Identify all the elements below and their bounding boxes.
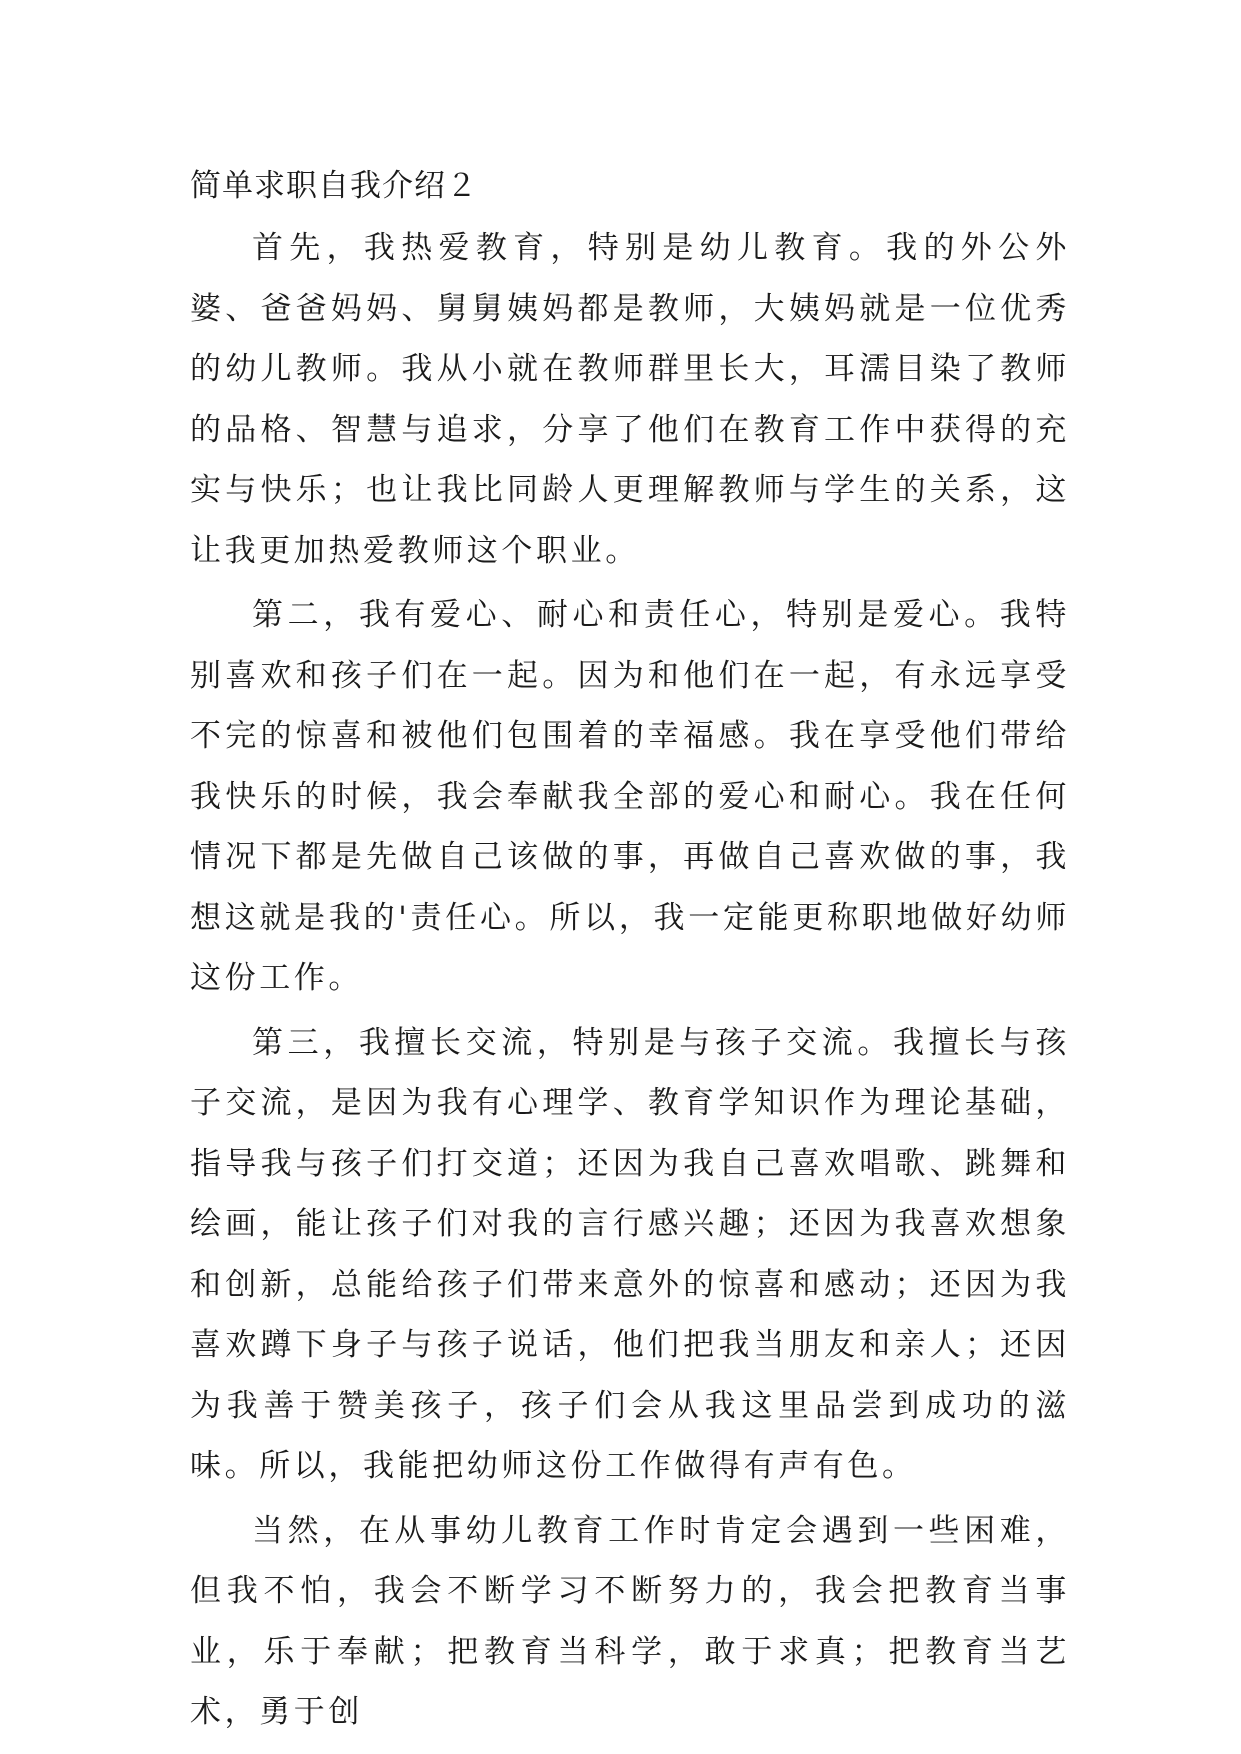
document-title: 简单求职自我介绍２ xyxy=(190,168,478,204)
paragraph-4: 当然，在从事幼儿教育工作时肯定会遇到一些困难，但我不怕，我会不断学习不断努力的，我会把教育当事业，乐于奉献；把教育当科学，敢于求真；把教育当艺术，勇于创 xyxy=(190,1512,1070,1730)
paragraph-2: 第二，我有爱心、耐心和责任心，特别是爱心。我特别喜欢和孩子们在一起。因为和他们在一起，有永远享受不完的惊喜和被他们包围着的幸福感。我在享受他们带给我快乐的时候，我会奉献我全部的爱心和耐心。我在任何情况下都是先做自己该做的事，再做自己喜欢做的事，我想这就是我的'责任心。所以，我一定能更称职地做好幼师这份工作。 xyxy=(190,597,1070,996)
paragraph-1: 首先，我热爱教育，特别是幼儿教育。我的外公外婆、爸爸妈妈、舅舅姨妈都是教师，大姨妈就是一位优秀的幼儿教师。我从小就在教师群里长大，耳濡目染了教师的品格、智慧与追求，分享了他们在教育工作中获得的充实与快乐；也让我比同龄人更理解教师与学生的关系，这让我更加热爱教师这个职业。 xyxy=(190,230,1070,569)
paragraph-3: 第三，我擅长交流，特别是与孩子交流。我擅长与孩子交流，是因为我有心理学、教育学知识作为理论基础，指导我与孩子们打交道；还因为我自己喜欢唱歌、跳舞和绘画，能让孩子们对我的言行感兴趣；还因为我喜欢想象和创新，总能给孩子们带来意外的惊喜和感动；还因为我喜欢蹲下身子与孩子说话，他们把我当朋友和亲人；还因为我善于赞美孩子，孩子们会从我这里品尝到成功的滋味。所以，我能把幼师这份工作做得有声有色。 xyxy=(190,1024,1070,1484)
document-body xyxy=(190,158,1070,1747)
